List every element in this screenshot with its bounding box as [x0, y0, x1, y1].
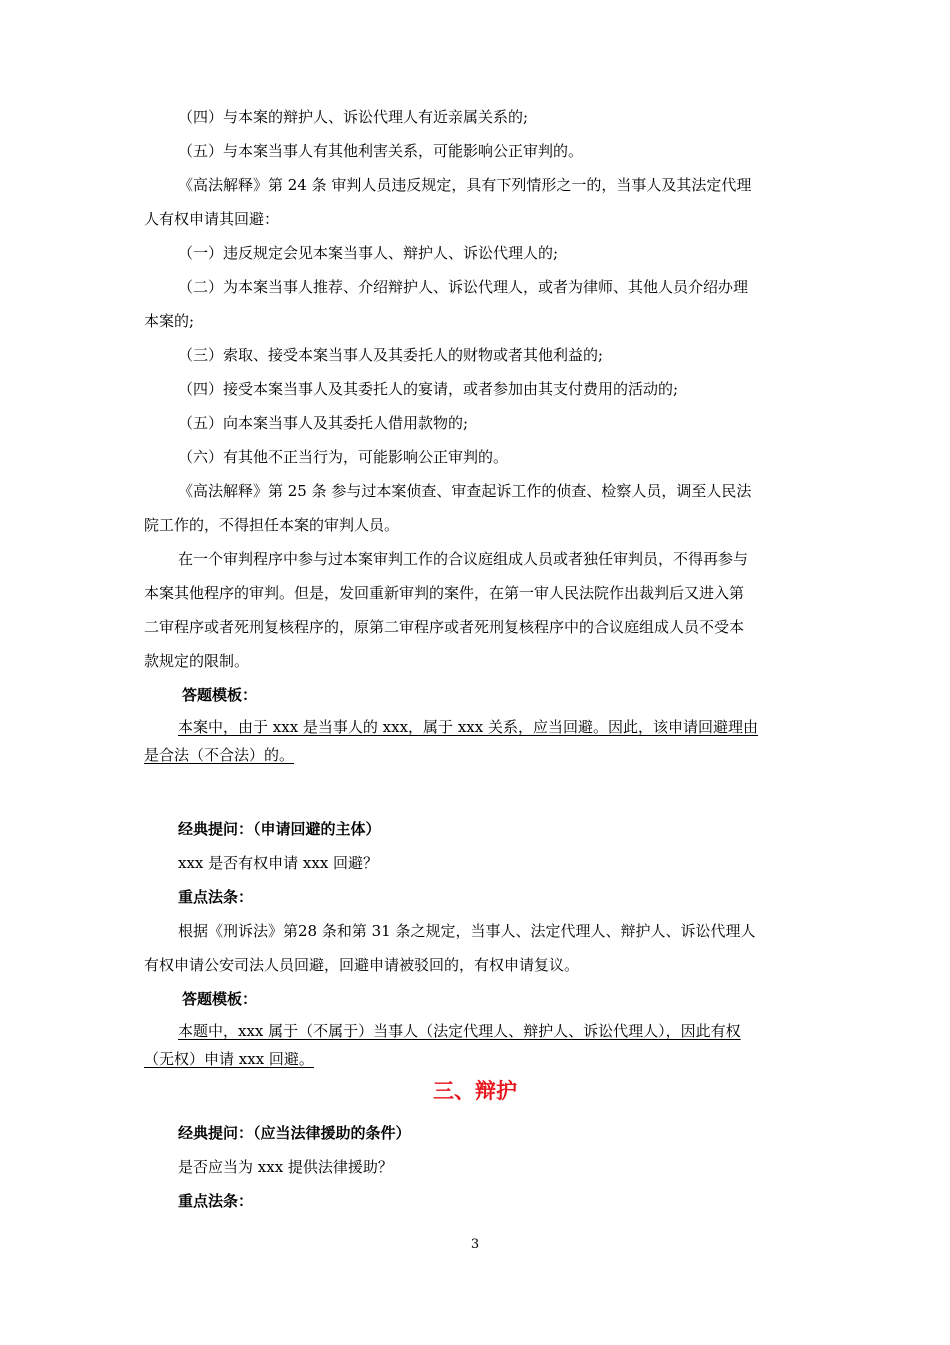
- paragraph-line: 款规定的限制。: [144, 652, 250, 670]
- paragraph-line: 院工作的，不得担任本案的审判人员。: [144, 516, 400, 534]
- template-label: 答题模板：: [182, 990, 258, 1008]
- page-number: 3: [470, 1237, 480, 1252]
- answer-template: [144, 1017, 811, 1073]
- paragraph-line: （四）接受本案当事人及其委托人的宴请，或者参加由其支付费用的活动的;: [178, 380, 679, 398]
- paragraph-line: 本案其他程序的审判。但是，发回重新审判的案件，在第一审人民法院作出裁判后又进入第: [144, 584, 745, 602]
- paragraph-line: （一）违反规定会见本案当事人、辩护人、诉讼代理人的;: [178, 244, 559, 262]
- template-label: 答题模板：: [182, 686, 258, 704]
- paragraph-line: （二）为本案当事人推荐、介绍辩护人、诉讼代理人，或者为律师、其他人员介绍办理: [178, 278, 749, 296]
- paragraph-line: 人有权申请其回避：: [144, 210, 280, 228]
- law-text: 根据《刑诉法》第28 条和第 31 条之规定，当事人、法定代理人、辩护人、诉讼代理人: [178, 922, 756, 940]
- template-line: 本案中，由于 xxx 是当事人的 xxx，属于 xxx 关系，应当回避。因此，该申请回避理由: [178, 718, 758, 736]
- template-line: （无权）申请 xxx 回避。: [144, 1050, 314, 1068]
- question-label: 经典提问：（应当法律援助的条件）: [178, 1124, 411, 1142]
- paragraph-line: 在一个审判程序中参与过本案审判工作的合议庭组成人员或者独任审判员，不得再参与: [178, 550, 749, 568]
- paragraph-line: （四）与本案的辩护人、诉讼代理人有近亲属关系的;: [178, 108, 529, 126]
- paragraph-line: （六）有其他不正当行为，可能影响公正审判的。: [178, 448, 509, 466]
- paragraph-line: （五）向本案当事人及其委托人借用款物的;: [178, 414, 469, 432]
- law-text: 有权申请公安司法人员回避，回避申请被驳回的，有权申请复议。: [144, 956, 580, 974]
- question-text: 是否应当为 xxx 提供法律援助？: [178, 1158, 393, 1176]
- paragraph-line: 二审程序或者死刑复核程序的，原第二审程序或者死刑复核程序中的合议庭组成人员不受本: [144, 618, 745, 636]
- paragraph-line: （五）与本案当事人有其他利害关系，可能影响公正审判的。: [178, 142, 584, 160]
- paragraph-line: 《高法解释》第 24 条 审判人员违反规定，具有下列情形之一的，当事人及其法定代理: [178, 176, 752, 194]
- template-line: 是合法（不合法）的。: [144, 746, 295, 764]
- law-label: 重点法条：: [178, 1192, 254, 1210]
- paragraph-line: 本案的;: [144, 312, 195, 330]
- law-label: 重点法条：: [178, 888, 254, 906]
- question-label: 经典提问：（申请回避的主体）: [178, 820, 381, 838]
- answer-template: [144, 713, 811, 769]
- paragraph-line: 《高法解释》第 25 条 参与过本案侦查、审查起诉工作的侦查、检察人员，调至人民法: [178, 482, 752, 500]
- question-text: xxx 是否有权申请 xxx 回避？: [178, 854, 379, 872]
- template-line: 本题中，xxx 属于（不属于）当事人（法定代理人、辩护人、诉讼代理人），因此有权: [178, 1022, 741, 1040]
- paragraph-line: （三）索取、接受本案当事人及其委托人的财物或者其他利益的;: [178, 346, 604, 364]
- section-heading: 三、辩护: [433, 1079, 517, 1103]
